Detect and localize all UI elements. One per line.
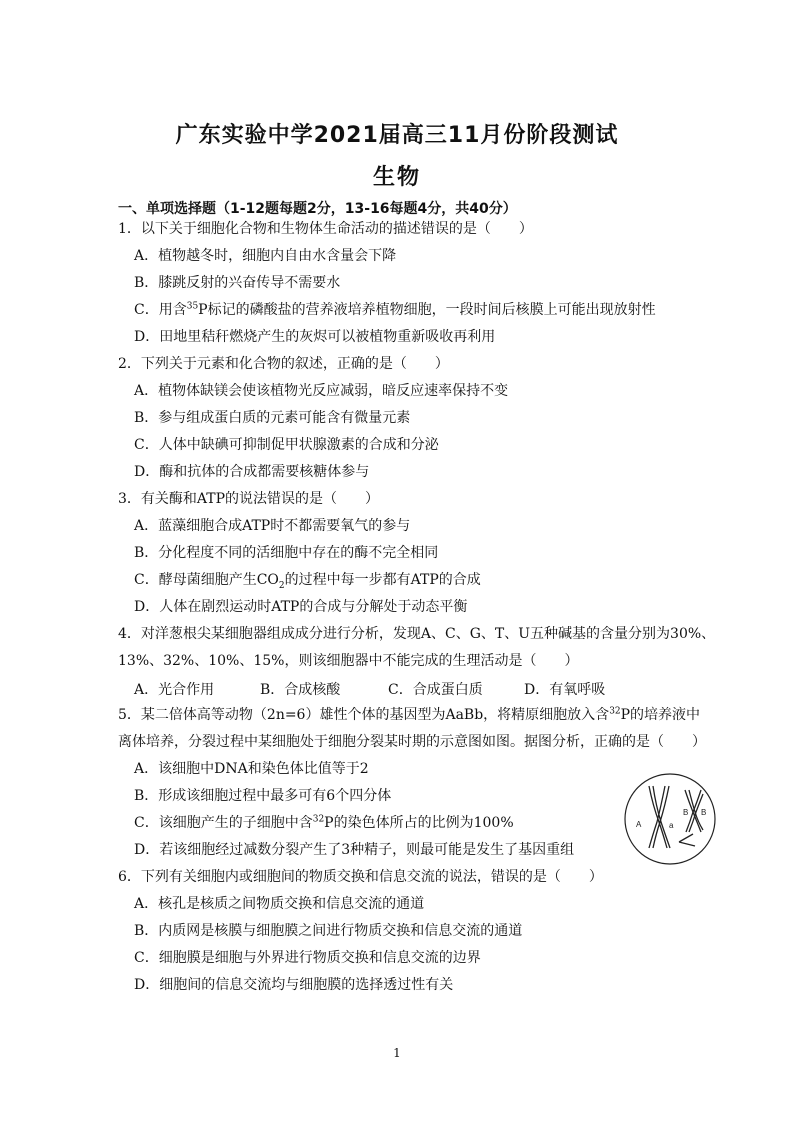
- q4-option-c: C．合成蛋白质: [388, 682, 483, 698]
- q2-option-c: C．人体中缺碘可抑制促甲状腺激素的合成和分泌: [134, 437, 439, 453]
- chromosome-pair-left: [649, 786, 670, 848]
- q5-option-c: C．该细胞产生的子细胞中含$^{32}$P的染色体所占的比例为100%: [134, 814, 514, 831]
- q4-option-b: B．合成核酸: [260, 682, 341, 698]
- q4-option-a: A．光合作用: [134, 682, 215, 698]
- q6-option-a: A．核孔是核质之间物质交换和信息交流的通道: [134, 896, 425, 912]
- q1-option-b: B．膝跳反射的兴奋传导不需要水: [134, 275, 341, 291]
- q3-option-d: D．人体在剧烈运动时ATP的合成与分解处于动态平衡: [134, 599, 468, 615]
- q6-option-d: D．细胞间的信息交流均与细胞膜的选择透过性有关: [134, 977, 454, 993]
- page-number: 1: [393, 1046, 401, 1060]
- small-chromosome: [679, 834, 695, 846]
- q3-stem: 3．有关酶和ATP的说法错误的是（ ）: [118, 491, 380, 507]
- gene-label-a: a: [669, 821, 674, 830]
- q6-option-b: B．内质网是核膜与细胞膜之间进行物质交换和信息交流的通道: [134, 923, 523, 939]
- gene-label-A: A: [636, 820, 642, 829]
- q2-stem: 2．下列关于元素和化合物的叙述，正确的是（ ）: [118, 356, 449, 372]
- q5-stem-line2: 离体培养，分裂过程中某细胞处于细胞分裂某时期的示意图如图。据图分析，正确的是（ ）: [118, 734, 706, 750]
- q1-option-c: C．用含$^{35}$P标记的磷酸盐的营养液培养植物细胞，一段时间后核膜上可能出现放射性: [134, 301, 656, 318]
- q1-option-d: D．田地里秸秆燃烧产生的灰烬可以被植物重新吸收再利用: [134, 329, 496, 345]
- q3-option-c: C．酵母菌细胞产生$CO_2$的过程中每一步都有ATP的合成: [134, 572, 481, 591]
- q5-option-b: B．形成该细胞过程中最多可有6个四分体: [134, 788, 392, 804]
- q2-option-d: D．酶和抗体的合成都需要核糖体参与: [134, 464, 370, 480]
- q4-option-d: D．有氧呼吸: [524, 682, 606, 698]
- q1-option-a: A．植物越冬时，细胞内自由水含量会下降: [134, 248, 397, 264]
- q3-option-a: A．蓝藻细胞合成ATP时不都需要氧气的参与: [134, 518, 411, 534]
- q6-option-c: C．细胞膜是细胞与外界进行物质交换和信息交流的边界: [134, 950, 481, 966]
- q6-stem: 6．下列有关细胞内或细胞间的物质交换和信息交流的说法，错误的是（ ）: [118, 869, 603, 885]
- q4-stem-line1: 4．对洋葱根尖某细胞器组成成分进行分析，发现A、C、G、T、U五种碱基的含量分别为30%、: [118, 626, 716, 642]
- q4-stem-line2: 13%、32%、10%、15%，则该细胞器中不能完成的生理活动是（ ）: [118, 653, 579, 669]
- section-heading: 一、单项选择题（1-12题每题2分，13-16每题4分，共40分）: [118, 201, 517, 217]
- q3-option-b: B．分化程度不同的活细胞中存在的酶不完全相同: [134, 545, 439, 561]
- q5-option-d: D．若该细胞经过减数分裂产生了3种精子，则最可能是发生了基因重组: [134, 842, 575, 858]
- q5-stem-line1: 5．某二倍体高等动物（2n=6）雄性个体的基因型为AaBb，将精原细胞放入含$^{32}$P的培养液中: [118, 706, 701, 723]
- q2-option-b: B．参与组成蛋白质的元素可能含有微量元素: [134, 410, 411, 426]
- q2-option-a: A．植物体缺镁会使该植物光反应减弱，暗反应速率保持不变: [134, 383, 509, 399]
- subject-title: 生物: [372, 165, 421, 190]
- q1-stem: 1．以下关于细胞化合物和生物体生命活动的描述错误的是（ ）: [118, 221, 533, 237]
- cell-membrane: [625, 774, 715, 864]
- q5-option-a: A．该细胞中DNA和染色体比值等于2: [134, 761, 369, 777]
- gene-label-B-right: B: [701, 808, 707, 817]
- exam-title: 广东实验中学2021届高三11月份阶段测试: [175, 123, 619, 148]
- cell-division-diagram: [623, 772, 717, 866]
- gene-label-B-left: B: [683, 808, 689, 817]
